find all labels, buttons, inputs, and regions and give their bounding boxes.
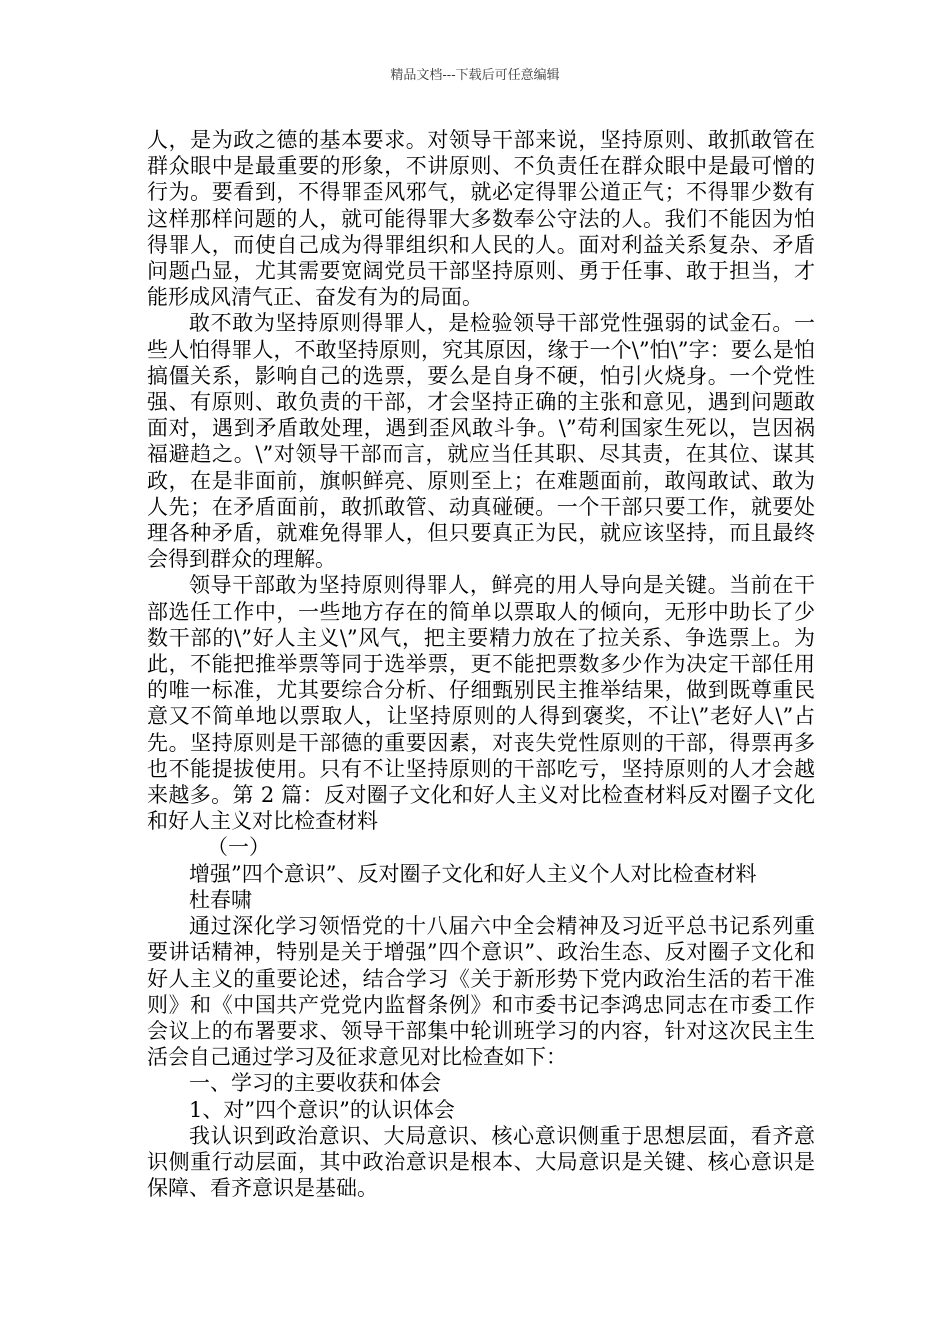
- paragraph: 通过深化学习领悟党的十八届六中全会精神及习近平总书记系列重要讲话精神，特别是关于增强”四个意识”、政治生态、反对圈子文化和好人主义的重要论述，结合学习《关于新形势下党内政治生活的若干准则》和《中国共产党党内监督条例》和市委书记李鸿忠同志在市委工作会议上的布署要求、领导干部集中轮训班学习的内容，针对这次民主生活会自己通过学习及征求意见对比检查如下：: [147, 914, 815, 1070]
- paragraph: 我认识到政治意识、大局意识、核心意识侧重于思想层面，看齐意识侧重行动层面，其中政治意识是根本、大局意识是关键、核心意识是保障、看齐意识是基础。: [147, 1123, 815, 1201]
- heading-level-2: 1、对”四个意识”的认识体会: [189, 1097, 455, 1122]
- section-title: 增强”四个意识”、反对圈子文化和好人主义个人对比检查材料: [189, 861, 757, 886]
- section-number: （一）: [207, 835, 270, 860]
- document-body: [147, 127, 815, 1201]
- paragraph: 领导干部敢为坚持原则得罪人，鲜亮的用人导向是关键。当前在干部选任工作中，一些地方存在的简单以票取人的倾向，无形中助长了少数干部的\”好人主义\”风气，把主要精力放在了拉关系、争选票上。为此，不能把推举票等同于选举票，更不能把票数多少作为决定干部任用的唯一标准，尤其要综合分析、仔细甄别民主推举结果，做到既尊重民意又不简单地以票取人，让坚持原则的人得到褒奖，不让\”老好人\”占先。坚持原则是干部德的重要因素，对丧失党性原则的干部，得票再多也不能提拔使用。只有不让坚持原则的干部吃亏，坚持原则的人才会越来越多。第 2 篇：反对圈子文化和好人主义对比检查材料反对圈子文化和好人主义对比检查材料: [147, 573, 815, 834]
- paragraph: 人，是为政之德的基本要求。对领导干部来说，坚持原则、敢抓敢管在群众眼中是最重要的形象，不讲原则、不负责任在群众眼中是最可憎的行为。要看到，不得罪歪风邪气，就必定得罪公道正气；不得罪少数有这样那样问题的人，就可能得罪大多数奉公守法的人。我们不能因为怕得罪人，而使自己成为得罪组织和人民的人。面对利益关系复杂、矛盾问题凸显，尤其需要宽阔党员干部坚持原则、勇于任事、敢于担当，才能形成风清气正、奋发有为的局面。: [147, 128, 815, 310]
- heading-level-1: 一、学习的主要收获和体会: [189, 1071, 441, 1096]
- page-header: 精品文档---下载后可任意编辑: [390, 68, 560, 83]
- paragraph: 敢不敢为坚持原则得罪人，是检验领导干部党性强弱的试金石。一些人怕得罪人，不敢坚持原则，究其原因，缘于一个\”怕\”字：要么是怕搞僵关系，影响自己的选票，要么是自身不硬，怕引火烧身。一个党性强、有原则、敢负责的干部，才会坚持正确的主张和意见，遇到问题敢面对，遇到矛盾敢处理，遇到歪风敢斗争。\”苟利国家生死以，岂因祸福避趋之。\”对领导干部而言，就应当任其职、尽其责，在其位、谋其政，在是非面前，旗帜鲜亮、原则至上；在难题面前，敢闯敢试、敢为人先；在矛盾面前，敢抓敢管、动真碰硬。一个干部只要工作，就要处理各种矛盾，就难免得罪人，但只要真正为民，就应该坚持，而且最终会得到群众的理解。: [147, 311, 815, 572]
- author-name: 杜春啸: [189, 887, 252, 912]
